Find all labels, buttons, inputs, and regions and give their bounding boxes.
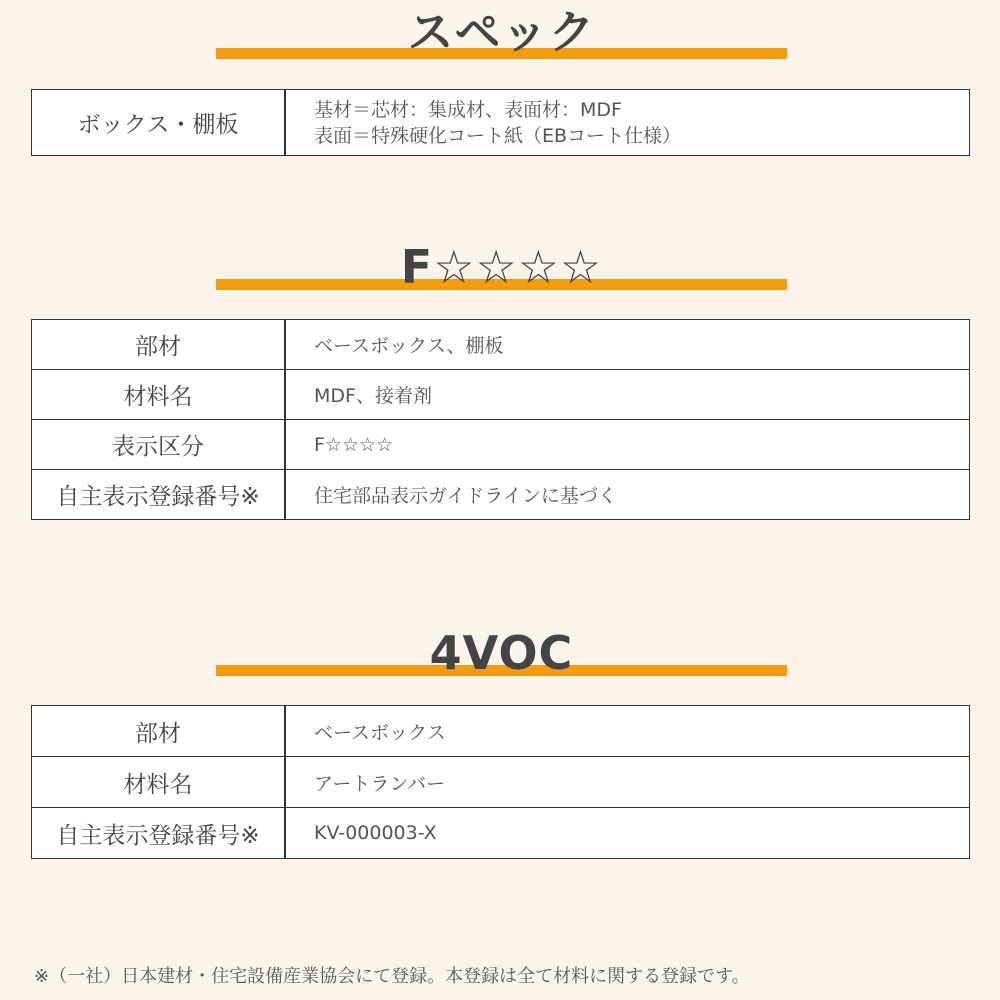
formaldehyde-table (31, 319, 970, 520)
spec-table (31, 89, 970, 156)
formaldehyde-title: F☆☆☆☆ (400, 240, 603, 294)
table-row (32, 706, 970, 757)
row-value: KV-000003-X (285, 808, 970, 859)
formaldehyde-heading (216, 236, 787, 306)
row-label: 部材 (32, 706, 286, 757)
table-row (32, 370, 970, 420)
row-value: ベースボックス (285, 706, 970, 757)
row-value: ベースボックス、棚板 (285, 320, 970, 370)
row-label: 材料名 (32, 757, 286, 808)
row-label: 材料名 (32, 370, 286, 420)
row-label: 自主表示登録番号※ (32, 470, 286, 520)
row-label: ボックス・棚板 (32, 90, 286, 156)
value-line: 表面＝特殊硬化コート紙（EBコート仕様） (314, 124, 682, 147)
row-value: 住宅部品表示ガイドラインに基づく (285, 470, 970, 520)
value-line: 基材＝芯材：集成材、表面材：MDF (314, 98, 622, 121)
table-row (32, 757, 970, 808)
table-row (32, 90, 970, 156)
table-row (32, 470, 970, 520)
voc-title: 4VOC (429, 626, 574, 680)
footnote: ※（一社）日本建材・住宅設備産業協会にて登録。本登録は全て材料に関する登録です。 (34, 966, 750, 987)
table-row (32, 808, 970, 859)
row-value (285, 90, 970, 156)
voc-heading (216, 620, 787, 690)
row-label: 表示区分 (32, 420, 286, 470)
row-label: 部材 (32, 320, 286, 370)
row-value: アートランバー (285, 757, 970, 808)
spec-title: スペック (407, 5, 596, 59)
table-row (32, 320, 970, 370)
row-value: F☆☆☆☆ (285, 420, 970, 470)
row-value: MDF、接着剤 (285, 370, 970, 420)
table-row (32, 420, 970, 470)
voc-table (31, 705, 970, 859)
spec-heading (216, 0, 787, 70)
row-label: 自主表示登録番号※ (32, 808, 286, 859)
